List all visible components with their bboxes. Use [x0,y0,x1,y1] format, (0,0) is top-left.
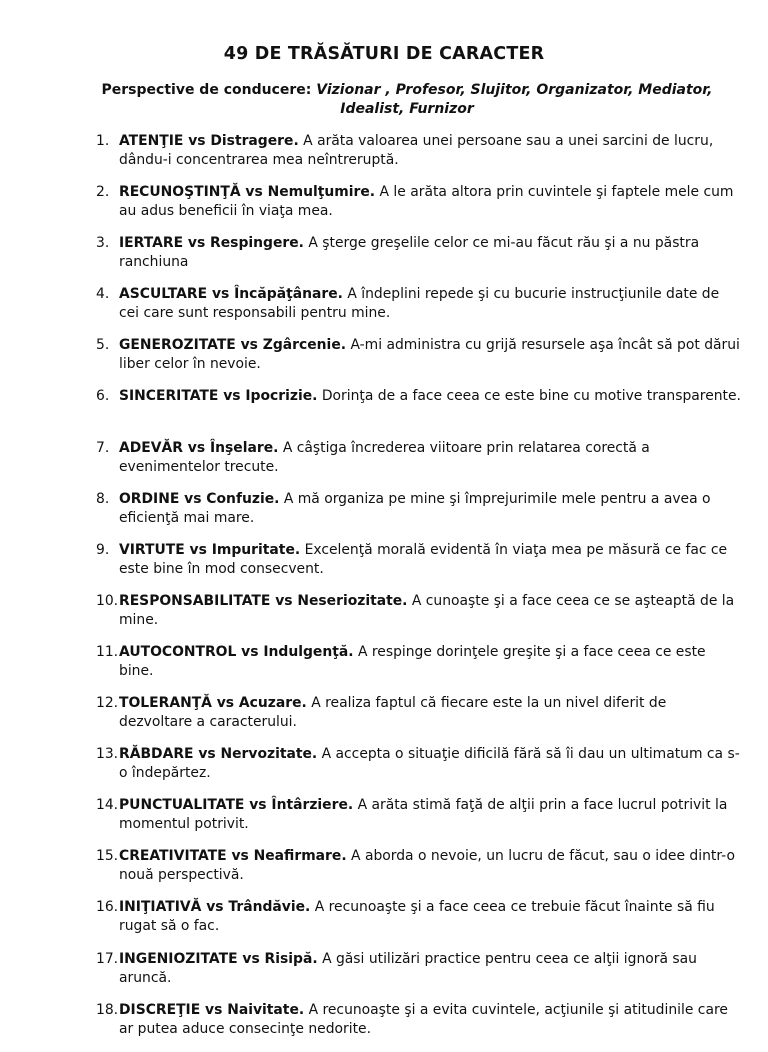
trait-term: ATENŢIE vs Distragere. [119,133,299,149]
trait-term: TOLERANŢĂ vs Acuzare. [119,695,307,712]
trait-body [119,592,741,630]
trait-number: 12. [96,695,119,712]
trait-body [119,285,741,323]
trait-item [0,950,768,1001]
trait-description: A-mi administra cu grijă resursele aşa încât să pot dărui liber celor în nevoie. [119,337,740,373]
trait-number: 4. [96,286,110,303]
trait-term: DISCREŢIE vs Naivitate. [119,1001,305,1018]
trait-term: ADEVĂR vs Înşelare. [119,439,279,456]
trait-term: RESPONSABILITATE vs Neseriozitate. [119,592,408,609]
trait-body [119,694,741,732]
trait-description: Dorinţa de a face ceea ce este bine cu motive transparente. [321,388,741,405]
trait-term: VIRTUTE vs Impuritate. [119,541,301,558]
trait-term: RĂBDARE vs Nervozitate. [119,746,318,763]
trait-body [119,1001,741,1039]
trait-number: 18. [96,1001,119,1018]
trait-body [119,387,741,406]
trait-description: A le arăta altora prin cuvintele şi faptele mele cum au adus beneficii în viaţa mea. [119,184,734,220]
trait-item [0,796,768,847]
trait-description: A găsi utilizări practice pentru ceea ce alţii ignoră sau aruncă. [119,950,697,986]
trait-item [0,285,768,336]
trait-description: A recunoaşte şi a evita cuvintele, acţiunile şi atitudinile care ar putea aduce consecinţe nedorite. [119,1001,728,1037]
trait-description: A cunoaşte şi a face ceea ce se aşteaptă de la mine. [119,592,735,628]
trait-number: 9. [96,541,110,558]
traits-list [0,132,768,1052]
leadership-perspectives [84,81,730,119]
trait-number: 8. [96,490,110,507]
trait-description: Excelenţă morală evidentă în viaţa mea pe măsură ce fac ce este bine în mod consecvent. [119,541,728,577]
trait-term: IERTARE vs Respingere. [119,235,304,252]
trait-number: 17. [96,950,119,967]
trait-body [119,336,741,374]
trait-number: 7. [96,439,110,456]
trait-body [119,439,741,477]
trait-number: 11. [96,643,119,660]
trait-body [119,132,741,170]
trait-term: RECUNOŞTINŢĂ vs Nemulţumire. [119,184,376,201]
trait-item [0,541,768,592]
trait-term: INIŢIATIVĂ vs Trândăvie. [119,899,311,916]
trait-description: A câştiga încrederea viitoare prin relatarea corectă a evenimentelor trecute. [119,439,650,475]
trait-number: 16. [96,899,119,916]
perspectives-roles: Vizionar , Profesor, Slujitor, Organizator, Mediator, Idealist, Furnizor [316,82,713,117]
trait-term: ORDINE vs Confuzie. [119,490,280,507]
trait-term: CREATIVITATE vs Neafirmare. [119,848,347,865]
trait-description: A şterge greşelile celor ce mi-au făcut rău şi a nu păstra ranchiuna [119,235,700,271]
trait-item [0,643,768,694]
trait-body [119,183,741,221]
trait-item [0,439,768,490]
trait-description: A îndeplini repede şi cu bucurie instrucţiunile date de cei care sunt responsabili pentru mine. [119,286,720,322]
trait-body [119,898,741,936]
trait-term: SINCERITATE vs Ipocrizie. [119,388,318,405]
trait-item [0,490,768,541]
trait-item [0,592,768,643]
trait-body [119,234,741,272]
trait-description: A recunoaşte şi a face ceea ce trebuie făcut înainte să fiu rugat să o fac. [119,899,715,935]
trait-term: PUNCTUALITATE vs Întârziere. [119,797,354,814]
trait-number: 1. [96,133,110,149]
perspectives-label: Perspective de conducere: [101,82,312,98]
trait-term: INGENIOZITATE vs Risipă. [119,950,318,967]
trait-body [119,796,741,834]
trait-description: A arăta stimă faţă de alţii prin a face lucrul potrivit la momentul potrivit. [119,797,728,833]
trait-term: AUTOCONTROL vs Indulgenţă. [119,643,354,660]
trait-number: 2. [96,184,110,201]
trait-description: A arăta valoarea unei persoane sau a unei sarcini de lucru, dându-i concentrarea mea neîntreruptă. [119,133,714,168]
trait-item [0,694,768,745]
trait-number: 15. [96,848,119,865]
trait-description: A mă organiza pe mine şi împrejurimile mele pentru a avea o eficienţă mai mare. [119,490,711,526]
document-title: 49 DE TRĂSĂTURI DE CARACTER [223,44,545,64]
trait-term: ASCULTARE vs Încăpăţânare. [119,286,343,303]
trait-description: A realiza faptul că fiecare este la un nivel diferit de dezvoltare a caracterului. [119,695,667,731]
trait-term: GENEROZITATE vs Zgârcenie. [119,337,347,354]
trait-item [0,336,768,387]
trait-item [0,847,768,898]
trait-item [0,132,768,183]
trait-body [119,541,741,579]
trait-number: 3. [96,235,110,252]
trait-body [119,847,741,885]
trait-item [0,898,768,949]
trait-item [0,745,768,796]
trait-item [0,1001,768,1052]
trait-description: A respinge dorinţele greşite şi a face ceea ce este bine. [119,643,706,679]
trait-number: 14. [96,797,119,814]
trait-description: A aborda o nevoie, un lucru de făcut, sau o idee dintr-o nouă perspectivă. [119,848,735,884]
trait-body [119,950,741,988]
trait-number: 6. [96,388,110,405]
trait-number: 5. [96,337,110,354]
trait-number: 10. [96,592,119,609]
trait-body [119,745,741,783]
trait-number: 13. [96,746,119,763]
trait-item [0,387,768,438]
trait-body [119,643,741,681]
trait-item [0,234,768,285]
trait-item [0,183,768,234]
trait-description: A accepta o situaţie dificilă fără să îi dau un ultimatum ca s-o îndepărtez. [119,746,740,782]
trait-body [119,490,741,528]
